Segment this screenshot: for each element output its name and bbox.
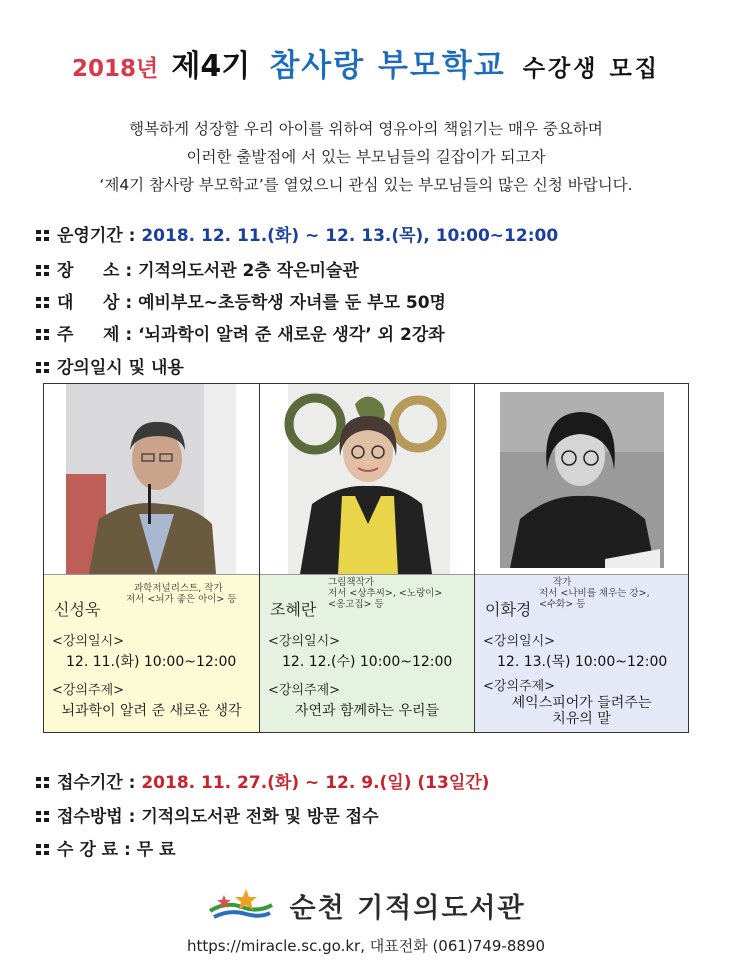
intro-text — [0, 115, 732, 199]
bullet-icon — [36, 777, 49, 788]
title-generation: 제4기 — [171, 49, 251, 84]
apply-method — [36, 802, 379, 827]
info-target-value: 예비부모~초등학생 자녀를 둔 부모 50명 — [138, 293, 446, 313]
topic-value-2: 자연과 함께하는 우리들 — [294, 703, 440, 719]
library-logo — [0, 886, 732, 925]
info-place-label: 장 소 : — [57, 261, 133, 281]
info-theme-value: ‘뇌과학이 알려 준 새로운 생각’ 외 2강좌 — [138, 325, 445, 345]
title-program-name: 참사랑 부모학교 — [269, 48, 506, 84]
topic-label-2: <강의주제> — [268, 683, 341, 698]
topic-value-3-line2: 치유의 말 — [552, 711, 611, 727]
bullet-icon — [36, 362, 49, 373]
date-label-2: <강의일시> — [268, 634, 341, 649]
speaker-name-3: 이화경 — [485, 600, 532, 619]
info-place-value: 기적의도서관 2층 작은미술관 — [138, 261, 359, 281]
apply-period — [36, 768, 489, 793]
topic-label-1: <강의주제> — [52, 683, 125, 698]
title-year: 2018년 — [72, 56, 159, 82]
topic-value-1: 뇌과학이 알려 준 새로운 생각 — [61, 703, 242, 719]
bullet-icon — [36, 329, 49, 340]
speaker-desc-2 — [328, 577, 442, 610]
bullet-icon — [36, 230, 49, 241]
speaker-photo-1 — [44, 384, 259, 574]
speaker-desc-3-line3: <수화> 등 — [539, 599, 586, 610]
speaker-column-3 — [474, 384, 688, 732]
info-period-value: 2018. 12. 11.(화) ~ 12. 13.(목), 10:00~12:00 — [141, 226, 559, 246]
apply-fee-value: 무 료 — [136, 840, 176, 860]
speaker-desc-1-line1: 과학저널리스트, 작가 — [134, 583, 223, 594]
speaker-desc-2-line2: 저서 <상추씨>, <노랑이> — [328, 588, 443, 599]
bullet-icon — [36, 844, 49, 855]
speaker-desc-1 — [126, 583, 237, 605]
date-label-3: <강의일시> — [483, 634, 556, 649]
speaker-column-2 — [259, 384, 474, 732]
speakers-table — [43, 383, 689, 733]
apply-method-label: 접수방법 : — [57, 807, 136, 827]
speaker-desc-3-line1: 작가 — [553, 577, 572, 588]
info-theme-label: 주 제 : — [57, 325, 133, 345]
bullet-icon — [36, 297, 49, 308]
date-value-2: 12. 12.(수) 10:00~12:00 — [282, 654, 453, 670]
speaker-card-2 — [260, 574, 474, 732]
info-theme — [36, 320, 445, 345]
speaker-photo-2 — [260, 384, 474, 574]
info-lecture-heading — [36, 353, 184, 378]
topic-label-3: <강의주제> — [483, 679, 556, 694]
topic-value-3-line1: 셰익스피어가 들려주는 — [511, 695, 652, 711]
logo-text: 순천 기적의도서관 — [289, 893, 526, 924]
apply-fee — [36, 835, 176, 860]
speaker-desc-1-line2: 저서 <뇌가 좋은 아이> 등 — [126, 594, 237, 605]
contact-info: https://miracle.sc.go.kr, 대표전화 (061)749-8890 — [186, 937, 546, 955]
bullet-icon — [36, 265, 49, 276]
speaker-desc-3-line2: 저서 <나비를 채우는 강>, — [539, 588, 650, 599]
apply-period-value: 2018. 11. 27.(화) ~ 12. 9.(일) (13일간) — [141, 773, 490, 793]
speaker-card-3 — [475, 574, 688, 732]
title-recruit: 수강생 모집 — [522, 56, 660, 82]
info-lecture-label: 강의일시 및 내용 — [57, 358, 184, 378]
topic-value-3 — [475, 695, 688, 727]
info-period — [36, 221, 558, 246]
date-value-1: 12. 11.(화) 10:00~12:00 — [66, 654, 237, 670]
info-target — [36, 288, 446, 313]
info-target-label: 대 상 : — [57, 293, 133, 313]
speaker-photo-3 — [475, 384, 688, 574]
date-label-1: <강의일시> — [52, 634, 125, 649]
bullet-icon — [36, 811, 49, 822]
apply-method-value: 기적의도서관 전화 및 방문 접수 — [141, 807, 379, 827]
apply-period-label: 접수기간 : — [57, 773, 136, 793]
intro-line-1: 행복하게 성장할 우리 아이를 위하여 영유아의 책읽기는 매우 중요하며 — [129, 120, 603, 138]
speaker-column-1 — [44, 384, 259, 732]
apply-fee-label: 수 강 료 : — [57, 840, 131, 860]
speaker-name-1: 신성욱 — [54, 600, 101, 619]
logo-mark-icon — [206, 887, 276, 925]
speaker-desc-2-line1: 그림책작가 — [328, 577, 374, 588]
intro-line-2: 이러한 출발점에 서 있는 부모님들의 길잡이가 되고자 — [186, 148, 546, 166]
date-value-3: 12. 13.(목) 10:00~12:00 — [497, 654, 668, 670]
poster-title — [0, 40, 732, 85]
intro-line-3: ‘제4기 참사랑 부모학교’를 열었으니 관심 있는 부모님들의 많은 신청 바랍니다. — [99, 176, 633, 194]
speaker-card-1 — [44, 574, 259, 732]
info-period-label: 운영기간 : — [57, 226, 136, 246]
info-place — [36, 256, 359, 281]
speaker-desc-3 — [539, 577, 650, 610]
speaker-name-2: 조혜란 — [270, 600, 317, 619]
speaker-desc-2-line3: <옹고집> 등 — [328, 599, 384, 610]
